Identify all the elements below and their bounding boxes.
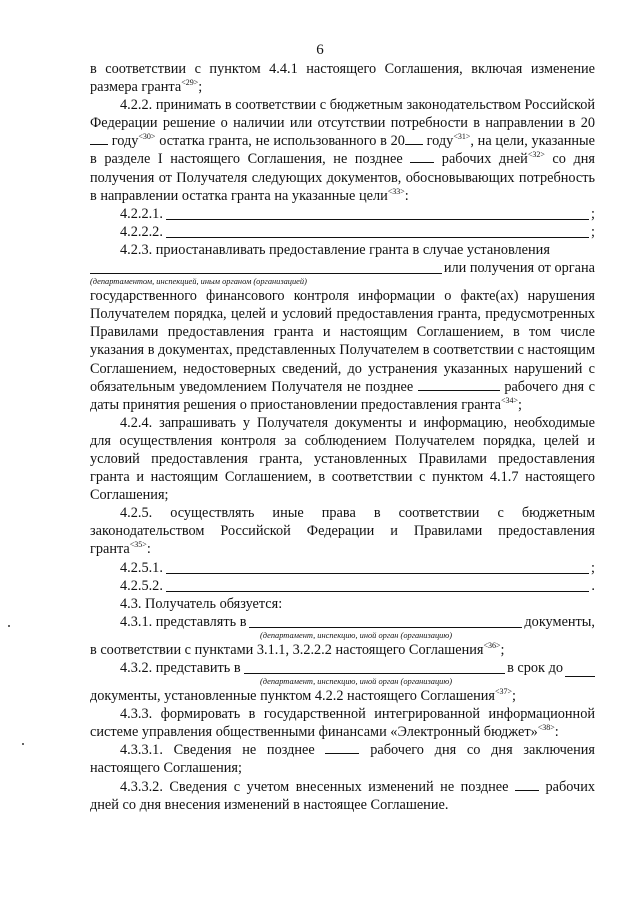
paragraph-4-3-3: 4.3.3. формировать в государственной интегрированной информационной системе управления общественными финансами «Электронный бюджет»$^{<38>}$:	[90, 706, 595, 741]
blank-line	[244, 673, 505, 674]
paragraph-4-3-3-2: 4.3.3.2. Сведения с учетом внесенных изменений не позднее рабочих дней со дня внесения изменений в настоящее Соглашение.	[90, 778, 595, 813]
footnote-ref: <29>	[181, 78, 199, 88]
footnote-caption: (департаментом, инспекцией, иным органом (организацией)	[90, 277, 307, 287]
blank-line	[166, 237, 589, 238]
scan-speck	[22, 743, 24, 745]
footnote-caption: (департамент, инспекцию, иной орган (организацию)	[260, 677, 453, 687]
paragraph-4-3-3-1: 4.3.3.1. Сведения не позднее рабочего дня со дня заключения настоящего Соглашения;	[90, 742, 595, 777]
paragraph-4-3: 4.3. Получатель обязуется:	[120, 595, 283, 612]
item-4-2-2-2: 4.2.2.2. ;	[120, 223, 595, 240]
paragraph-4-3-1-second: в соответствии с пунктами 3.1.1, 3.2.2.2 настоящего Соглашения$^{<36>}$;	[90, 641, 505, 658]
paragraph-4-2-3-first: 4.2.3. приостанавливать предоставление гранта в случае установления	[120, 241, 550, 258]
blank-line	[249, 627, 522, 628]
document-body	[90, 60, 595, 814]
blank-line	[166, 573, 589, 574]
scan-speck	[8, 625, 10, 627]
paragraph-4-2-2: 4.2.2. принимать в соответствии с бюджетным законодательством Российской Федерации решение о наличии или отсутствии потребности в направлении в 20 году$^{<30>}$ остатка гранта, не использованного в 20 году$^{<31>}$, на цели, указанные в разделе I настоящего Соглашения, не позднее рабочих дней$^{<32>}$ со дня получения от Получателя следующих документов, обосновывающих потребность в направлении остатка гранта на указанные цели$^{<33>}$:	[90, 97, 595, 204]
footnote-caption: (департамент, инспекцию, иной орган (организацию)	[260, 630, 453, 640]
page-number: 6	[316, 42, 324, 58]
paragraph-4-2-5: 4.2.5. осуществлять иные права в соответствии с бюджетным законодательством Российской Федерации и Правилами предоставления гранта$^{<35>}$:	[90, 505, 595, 558]
paragraph-4-2-4: 4.2.4. запрашивать у Получателя документы и информацию, необходимые для осуществления контроля за соблюдением Получателем порядка, целей и условий предоставления гранта, установленных Правилами предоставления гранта и настоящим Соглашением, в соответствии с пунктом 4.1.7 настоящего Соглашения;	[90, 414, 595, 504]
paragraph-4-3-2-line: 4.3.2. представить в в срок до	[90, 659, 595, 677]
blank-line	[90, 273, 442, 274]
blank-line	[166, 219, 589, 220]
item-4-2-5-2: 4.2.5.2. .	[120, 577, 595, 594]
paragraph-4-3-2-second: документы, установленные пунктом 4.2.2 настоящего Соглашения$^{<37>}$;	[90, 687, 517, 705]
blank-line	[166, 591, 590, 592]
item-4-2-5-1: 4.2.5.1. ;	[120, 559, 595, 576]
item-4-2-2-1: 4.2.2.1. ;	[120, 205, 595, 222]
paragraph-4-2-3-body: государственного финансового контроля информации о факте(ах) нарушения Получателем порядка, целей и условий предоставления гранта, предусмотренных Правилами предоставления гранта и настоящим Соглашением, в том числе указания в документах, представленных Получателем в соответствии с настоящим Соглашением, недостоверных сведений, до устранения указанных нарушений с обязательным уведомлением Получателя не позднее рабочего дня с даты принятия решения о приостановлении предоставления гранта$^{<34>}$;	[90, 288, 596, 413]
paragraph-4-2-3-line: или получения от органа	[90, 259, 595, 277]
paragraph-intro: в соответствии с пунктом 4.4.1 настоящего Соглашения, включая изменение размера гранта$^{<29>}$;	[90, 61, 595, 96]
paragraph-4-3-1-line: 4.3.1. представлять в документы,	[120, 613, 595, 630]
